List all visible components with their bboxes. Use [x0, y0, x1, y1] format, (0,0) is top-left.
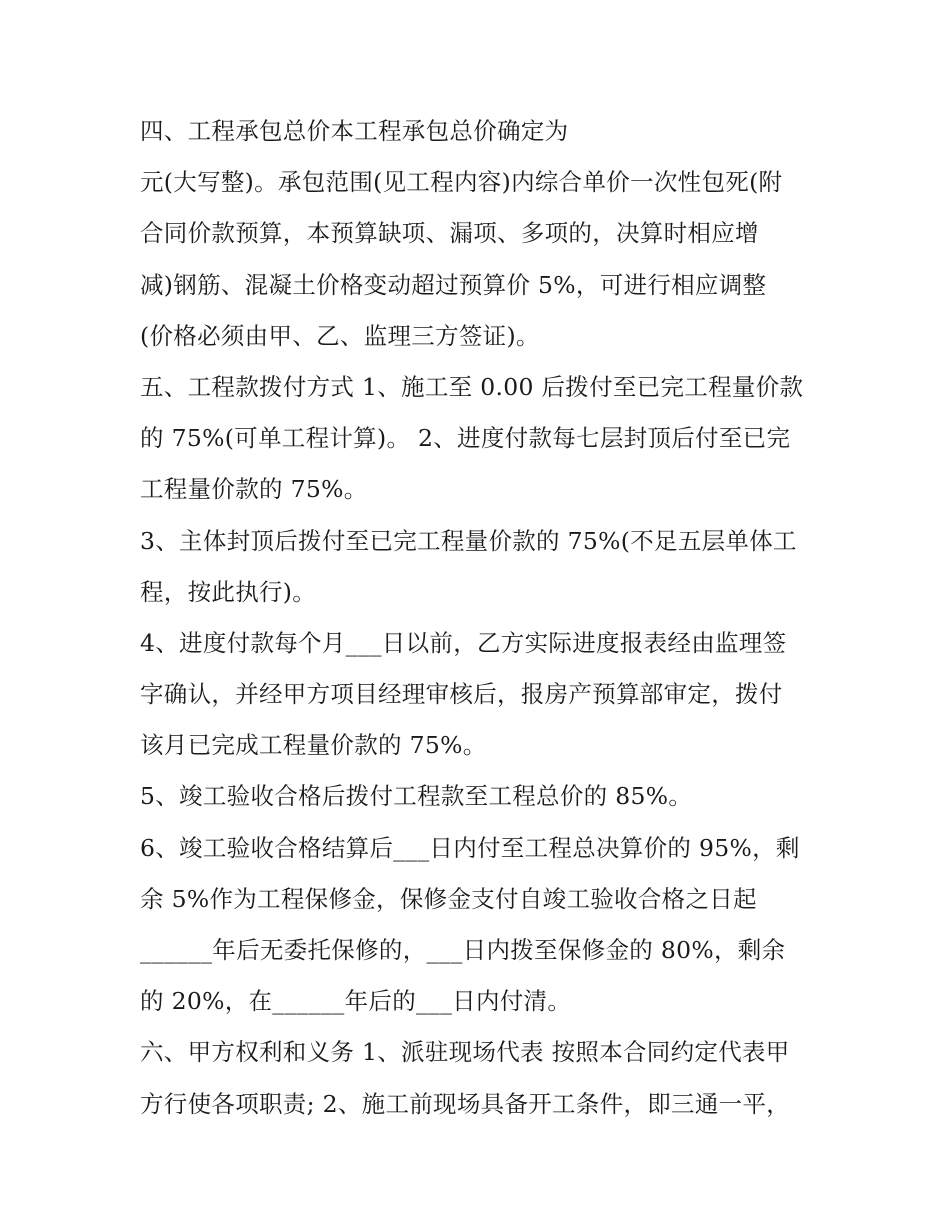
text-line: 元(大写整)。承包范围(见工程内容)内综合单价一次性包死(附	[140, 168, 783, 197]
text-line: 该月已完成工程量价款的 75%。	[140, 731, 487, 760]
text-line: 6、竣工验收合格结算后___日内付至工程总决算价的 95%，剩	[140, 833, 800, 862]
text-line: (价格必须由甲、乙、监理三方签证)。	[140, 321, 540, 350]
document-body	[140, 106, 820, 1130]
text-line: 减)钢筋、混凝土价格变动超过预算价 5%，可进行相应调整	[140, 270, 767, 299]
text-line: 余 5%作为工程保修金，保修金支付自竣工验收合格之日起	[140, 884, 757, 913]
text-line: 4、进度付款每个月___日以前，乙方实际进度报表经由监理签	[140, 628, 787, 657]
text-line: 合同价款预算，本预算缺项、漏项、多项的，决算时相应增	[140, 219, 759, 248]
text-line: 字确认，并经甲方项目经理审核后，报房产预算部审定，拨付	[140, 680, 783, 709]
text-line: 方行使各项职责; 2、施工前现场具备开工条件，即三通一平，	[140, 1089, 791, 1118]
text-line: 3、主体封顶后拨付至已完工程量价款的 75%(不足五层单体工	[140, 526, 797, 555]
text-line: 5、竣工验收合格后拨付工程款至工程总价的 85%。	[140, 782, 693, 811]
text-line: 五、工程款拨付方式 1、施工至 0.00 后拨付至已完工程量价款	[140, 372, 804, 401]
text-line: 程，按此执行)。	[140, 577, 317, 606]
text-line: 的 20%，在______年后的___日内付清。	[140, 987, 572, 1016]
text-line: ______年后无委托保修的，___日内拨至保修金的 80%，剩余	[140, 936, 786, 964]
text-line: 六、甲方权利和义务 1、派驻现场代表 按照本合同约定代表甲	[140, 1038, 790, 1067]
text-line: 四、工程承包总价本工程承包总价确定为	[140, 117, 569, 145]
text-line: 工程量价款的 75%。	[140, 475, 368, 504]
text-line: 的 75%(可单工程计算)。 2、进度付款每七层封顶后付至已完	[140, 424, 791, 453]
